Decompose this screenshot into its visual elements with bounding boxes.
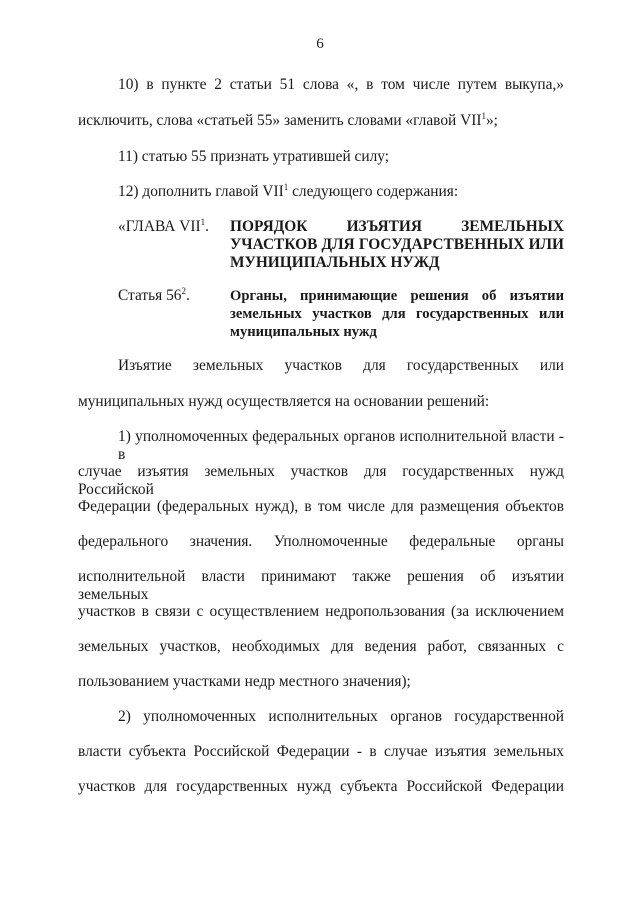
superscript: 1 — [200, 216, 206, 227]
body-line: исполнительной власти принимают также решения об изъятии земельных — [78, 568, 564, 603]
article-title-line: земельных участков для государственных или — [230, 306, 564, 322]
article-title-line: Органы, принимающие решения об изъятии — [230, 288, 564, 304]
body-line: Изъятие земельных участков для государственных или — [118, 357, 564, 374]
chapter-title — [230, 218, 564, 272]
item-12-end: следующего содержания: — [288, 183, 459, 200]
body-line: земельных участков, необходимых для ведения работ, связанных с — [78, 638, 564, 655]
article-label-text: Статья 56 — [118, 287, 182, 304]
chapter-label-text: «ГЛАВА VII — [118, 218, 201, 235]
body-line: участков в связи с осуществлением недропользования (за исключением — [78, 603, 564, 620]
item-11: 11) статью 55 признать утратившей силу; — [118, 148, 390, 165]
article-label-end: . — [185, 287, 190, 304]
item-10-line-1: 10) в пункте 2 статьи 51 слова «, в том числе путем выкупа,» — [118, 76, 564, 93]
item-12-text: 12) дополнить главой VII — [118, 183, 284, 200]
chapter-title-line: МУНИЦИПАЛЬНЫХ НУЖД — [230, 254, 440, 271]
body-line: 1) уполномоченных федеральных органов исполнительной власти - в — [118, 428, 564, 463]
item-10-line-2-end: »; — [485, 112, 498, 129]
body-line: Федерации (федеральных нужд), в том числе для размещения объектов — [78, 498, 564, 515]
item-10-line-2-text: исключить, слова «статьей 55» заменить словами «главой VII — [78, 112, 482, 129]
item-10-line-2 — [78, 112, 564, 130]
superscript: 1 — [283, 181, 289, 192]
article-label — [118, 287, 190, 305]
chapter-title-line: ПОРЯДОК ИЗЪЯТИЯ ЗЕМЕЛЬНЫХ — [230, 218, 564, 235]
body-line: пользованием участками недр местного значения); — [78, 673, 411, 690]
article-title-line: муниципальных нужд — [230, 324, 377, 340]
chapter-label-end: . — [205, 218, 209, 235]
body-line: муниципальных нужд осуществляется на основании решений: — [78, 393, 490, 410]
body-line: федерального значения. Уполномоченные федеральные органы — [78, 533, 564, 550]
body-line: власти субъекта Российской Федерации - в случае изъятия земельных — [78, 743, 564, 760]
body-line: случае изъятия земельных участков для государственных нужд Российской — [78, 463, 564, 498]
article-title — [230, 287, 564, 341]
page-number: 6 — [316, 36, 324, 52]
superscript: 2 — [181, 285, 186, 296]
chapter-label — [118, 218, 209, 236]
body-line: участков для государственных нужд субъекта Российской Федерации — [78, 778, 564, 795]
body-line: 2) уполномоченных исполнительных органов государственной — [118, 708, 564, 725]
chapter-title-line: УЧАСТКОВ ДЛЯ ГОСУДАРСТВЕННЫХ ИЛИ — [230, 236, 564, 253]
superscript: 1 — [481, 110, 486, 121]
item-12 — [118, 183, 564, 201]
